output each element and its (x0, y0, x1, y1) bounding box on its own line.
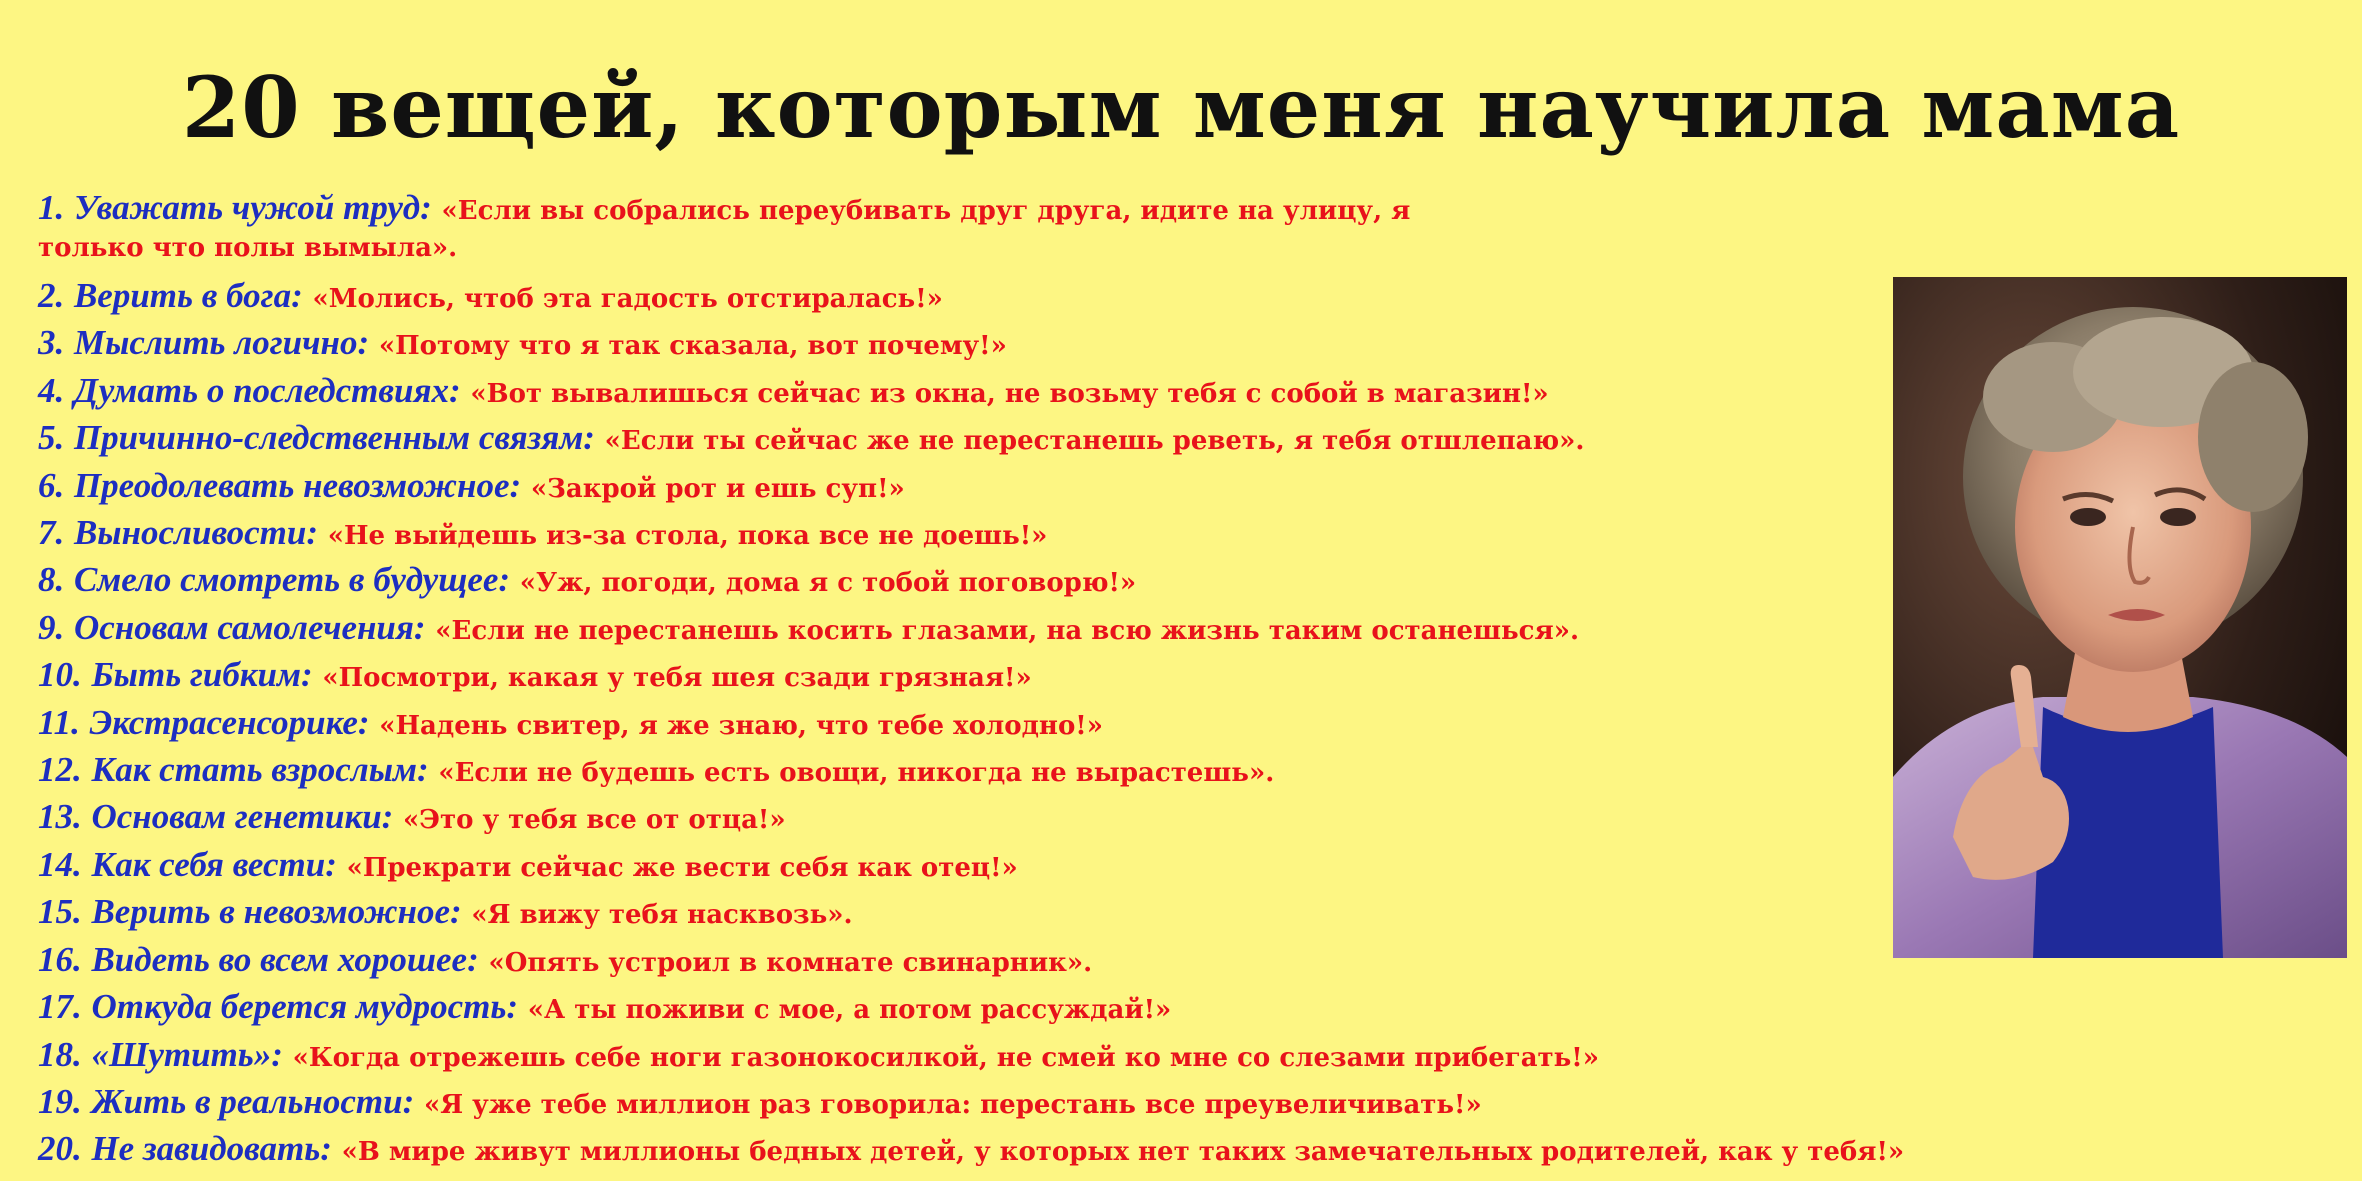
lesson-number: 16. (38, 939, 82, 979)
lesson-number: 1. (38, 188, 65, 227)
lesson-skill: Как себя вести: (91, 844, 337, 884)
mother-portrait-illustration (1893, 277, 2347, 958)
lesson-item (38, 1080, 2338, 1127)
right-eye (2160, 508, 2196, 526)
lesson-skill: Мыслить логично: (73, 323, 370, 363)
lesson-item (38, 190, 1498, 266)
lesson-number: 17. (38, 987, 82, 1027)
lesson-quote: «Я уже тебе миллион раз говорила: перестань все преувеличивать!» (423, 1089, 1482, 1120)
hair-curl (2198, 362, 2308, 512)
lesson-skill: Выносливости: (73, 513, 319, 553)
lesson-item (38, 985, 2338, 1032)
poster-title: 20 вещей, которым меня научила мама (181, 58, 2181, 157)
lesson-number: 10. (38, 655, 82, 695)
lesson-number: 18. (38, 1034, 82, 1074)
lesson-quote: «Если не будешь есть овощи, никогда не вырастешь». (438, 758, 1275, 789)
lesson-number: 15. (38, 892, 82, 932)
lesson-skill: Видеть во всем хорошее: (91, 939, 479, 979)
lesson-number: 8. (38, 560, 65, 600)
lesson-skill: Верить в бога: (73, 276, 303, 315)
lesson-skill: Быть гибким: (91, 655, 313, 695)
lesson-number: 14. (38, 844, 82, 884)
lesson-number: 7. (38, 513, 65, 553)
lesson-quote: «Прекрати сейчас же вести себя как отец!» (346, 852, 1018, 883)
lesson-number: 9. (38, 607, 65, 647)
lesson-number: 20. (38, 1129, 82, 1169)
lesson-quote: «Закрой рот и ешь суп!» (530, 473, 905, 504)
lesson-skill: Преодолевать невозможное: (73, 465, 522, 505)
lesson-quote: «Если ты сейчас же не перестанешь реветь, я тебя отшлепаю». (604, 426, 1585, 457)
lesson-quote: «Молись, чтоб эта гадость отстиралась!» (312, 284, 943, 314)
lesson-quote: «Я вижу тебя насквозь». (471, 900, 853, 931)
lesson-skill: Смело смотреть в будущее: (73, 560, 511, 600)
lesson-quote: «Вот вывалишься сейчас из окна, не возьму тебя с собой в магазин!» (470, 378, 1549, 409)
lesson-number: 4. (38, 370, 65, 410)
lesson-skill: Как стать взрослым: (91, 750, 429, 790)
lesson-quote: «Если вы собрались переубивать друг друга, идите на улицу, я только что полы вымыла». (38, 196, 1411, 263)
lesson-number: 13. (38, 797, 82, 837)
lesson-quote: «Если не перестанешь косить глазами, на всю жизнь таким останешься». (435, 615, 1580, 646)
lesson-quote: «Это у тебя все от отца!» (403, 805, 786, 836)
lesson-skill: Жить в реальности: (91, 1081, 415, 1121)
lesson-number: 2. (38, 276, 65, 315)
lesson-skill: Основам самолечения: (73, 607, 426, 647)
lesson-quote: «А ты поживи с мое, а потом рассуждай!» (527, 995, 1172, 1026)
lesson-skill: Думать о последствиях: (73, 370, 461, 410)
lesson-quote: «Когда отрежешь себе ноги газонокосилкой, не смей ко мне со слезами прибегать!» (292, 1042, 1599, 1073)
lesson-quote: «Уж, погоди, дома я с тобой поговорю!» (519, 568, 1137, 599)
lesson-quote: «Посмотри, какая у тебя шея сзади грязная!» (322, 663, 1032, 694)
lesson-number: 11. (38, 702, 80, 742)
lesson-number: 12. (38, 750, 82, 790)
lesson-skill: Причинно-следственным связям: (73, 418, 595, 458)
lesson-quote: «Не выйдешь из-за стола, пока все не доешь!» (327, 521, 1048, 552)
lesson-skill: Откуда берется мудрость: (91, 987, 519, 1027)
lesson-quote: «В мире живут миллионы бедных детей, у которых нет таких замечательных родителей, как у тебя!» (341, 1137, 1905, 1168)
lesson-skill: Верить в невозможное: (91, 892, 462, 932)
lesson-number: 6. (38, 465, 65, 505)
left-eye (2070, 508, 2106, 526)
lesson-number: 5. (38, 418, 65, 458)
mother-photo (1893, 277, 2347, 958)
lesson-skill: Экстрасенсорике: (89, 702, 370, 742)
lesson-number: 19. (38, 1081, 82, 1121)
lesson-skill: Не завидовать: (91, 1129, 332, 1169)
lesson-number: 3. (38, 323, 65, 363)
lesson-quote: «Надень свитер, я же знаю, что тебе холодно!» (379, 710, 1103, 741)
lesson-item (38, 1127, 2338, 1174)
lesson-skill: «Шутить»: (91, 1034, 283, 1074)
lesson-skill: Основам генетики: (91, 797, 394, 837)
lesson-quote: «Потому что я так сказала, вот почему!» (378, 331, 1007, 362)
lesson-item (38, 1033, 2338, 1080)
lesson-skill: Уважать чужой труд: (73, 188, 432, 227)
lesson-quote: «Опять устроил в комнате свинарник». (488, 947, 1093, 978)
